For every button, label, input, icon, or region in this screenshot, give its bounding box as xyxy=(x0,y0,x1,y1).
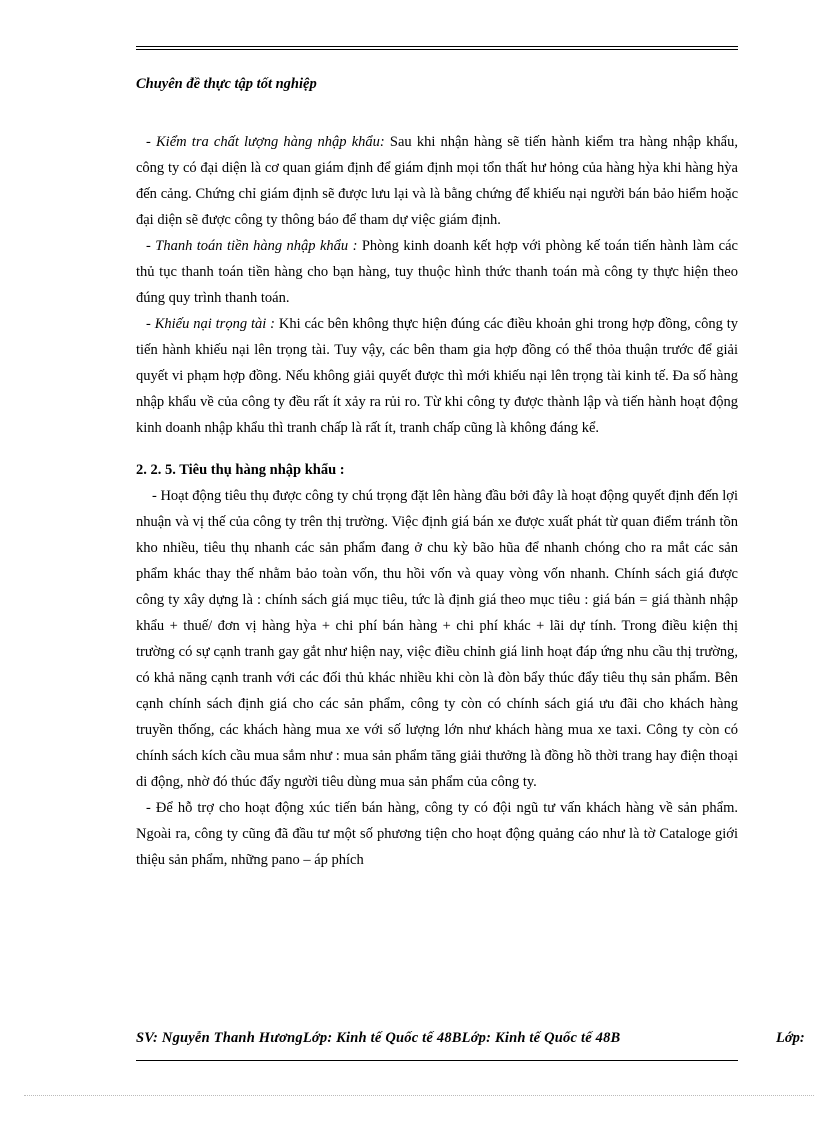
body-text xyxy=(136,129,738,873)
paragraph-text: Khi các bên không thực hiện đúng các điều khoản ghi trong hợp đồng, công ty tiến hành khiếu nại lên trọng tài. Tuy vậy, các bên tham gia hợp đồng có thể thỏa thuận trước để giải quyết vi phạm hợp đồng. Nếu không giải quyết được thì mới khiếu nại lên trọng tài kinh tế. Đa số hàng nhập khẩu về của công ty đều rất ít xảy ra rủi ro. Từ khi công ty được thành lập và tiến hành hoạt động kinh doanh nhập khẩu thì tranh chấp là rất ít, tranh chấp cũng là không đáng kể. xyxy=(136,316,738,436)
paragraph-lead: - Thanh toán tiền hàng nhập khẩu : xyxy=(146,238,358,254)
paragraph-quality-check xyxy=(136,129,738,233)
section-paragraph: - Hoạt động tiêu thụ được công ty chú trọng đặt lên hàng đầu bởi đây là hoạt động quyết định đến lợi nhuận và vị thế của công ty trên thị trường. Việc định giá bán xe được xuất phát từ quan điểm tránh tồn kho nhiều, tiêu thụ nhanh các sản phẩm đang ở chu kỳ bão hũa để nhanh chóng cho ra mắt các sản phẩm khác thay thế nhằm bảo toàn vốn, thu hồi vốn và quay vòng vốn nhanh. Chính sách giá được công ty xây dựng là : chính sách giá mục tiêu, tức là định giá theo mục tiêu : giá bán = giá thành nhập khẩu + thuế/ đơn vị hàng hỳa + chi phí bán hàng + chi phí khác + lãi dự tính. Trong điều kiện thị trường có sự cạnh tranh gay gắt như hiện nay, việc điều chỉnh giá linh hoạt đáp ứng nhu cầu thị trường, có khả năng cạnh tranh với các đối thủ khác nhiều khi còn là đòn bẩy thúc đẩy tiêu thụ sản phẩm. Bên cạnh chính sách định giá cho các sản phẩm, công ty còn có chính sách giá ưu đãi cho khách hàng truyền thống, các khách hàng mua xe với số lượng lớn như khách hàng mua xe taxi. Công ty còn có chính sách kích cầu mua sắm như : mua sản phẩm tăng giải thưởng là đồng hồ thời trang hay điện thoại di động, nhờ đó thúc đẩy người tiêu dùng mua sản phẩm của công ty. xyxy=(136,488,738,790)
footer-student-info: SV: Nguyễn Thanh HươngLớp: Kinh tế Quốc tế 48BLớp: Kinh tế Quốc tế 48B xyxy=(136,1030,621,1046)
section-paragraph: - Để hỗ trợ cho hoạt động xúc tiến bán hàng, công ty có đội ngũ tư vấn khách hàng về sản phẩm. Ngoài ra, công ty cũng đã đầu tư một số phương tiện cho hoạt động quảng cáo như là tờ Cataloge giới thiệu sản phẩm, những pano – áp phích xyxy=(136,800,738,868)
header-title: Chuyên đề thực tập tốt nghiệp xyxy=(136,76,317,92)
paragraph-lead: - Kiểm tra chất lượng hàng nhập khẩu: xyxy=(146,134,385,150)
header-rule-top xyxy=(136,46,738,47)
paragraph-lead: - Khiếu nại trọng tài : xyxy=(146,316,275,332)
paragraph-text: Phòng kinh doanh kết hợp với phòng kế toán tiến hành làm các thủ tục thanh toán tiền hàng cho bạn hàng, tuy thuộc hình thức thanh toán mà công ty thực hiện theo đúng quy trình thanh toán. xyxy=(136,238,738,306)
section-heading: 2. 2. 5. Tiêu thụ hàng nhập khẩu : xyxy=(136,462,345,478)
paragraph-payment xyxy=(136,233,738,311)
page-bottom-dotted-line xyxy=(24,1095,814,1096)
paragraph-text: Sau khi nhận hàng sẽ tiến hành kiểm tra hàng nhập khẩu, công ty có đại diện là cơ quan giám định để giám định mọi tổn thất hư hỏng của hàng hỳa khi hàng hỳa đến cảng. Chứng chỉ giám định sẽ được lưu lại và là bằng chứng để khiếu nại người bán bảo hiểm hoặc đại diện sẽ được công ty thông báo để tham dự việc giám định. xyxy=(136,134,738,228)
header-rule-bottom xyxy=(136,49,738,50)
footer-rule xyxy=(136,1060,738,1061)
paragraph-arbitration xyxy=(136,311,738,441)
footer-class-label: Lớp: xyxy=(776,1030,805,1046)
